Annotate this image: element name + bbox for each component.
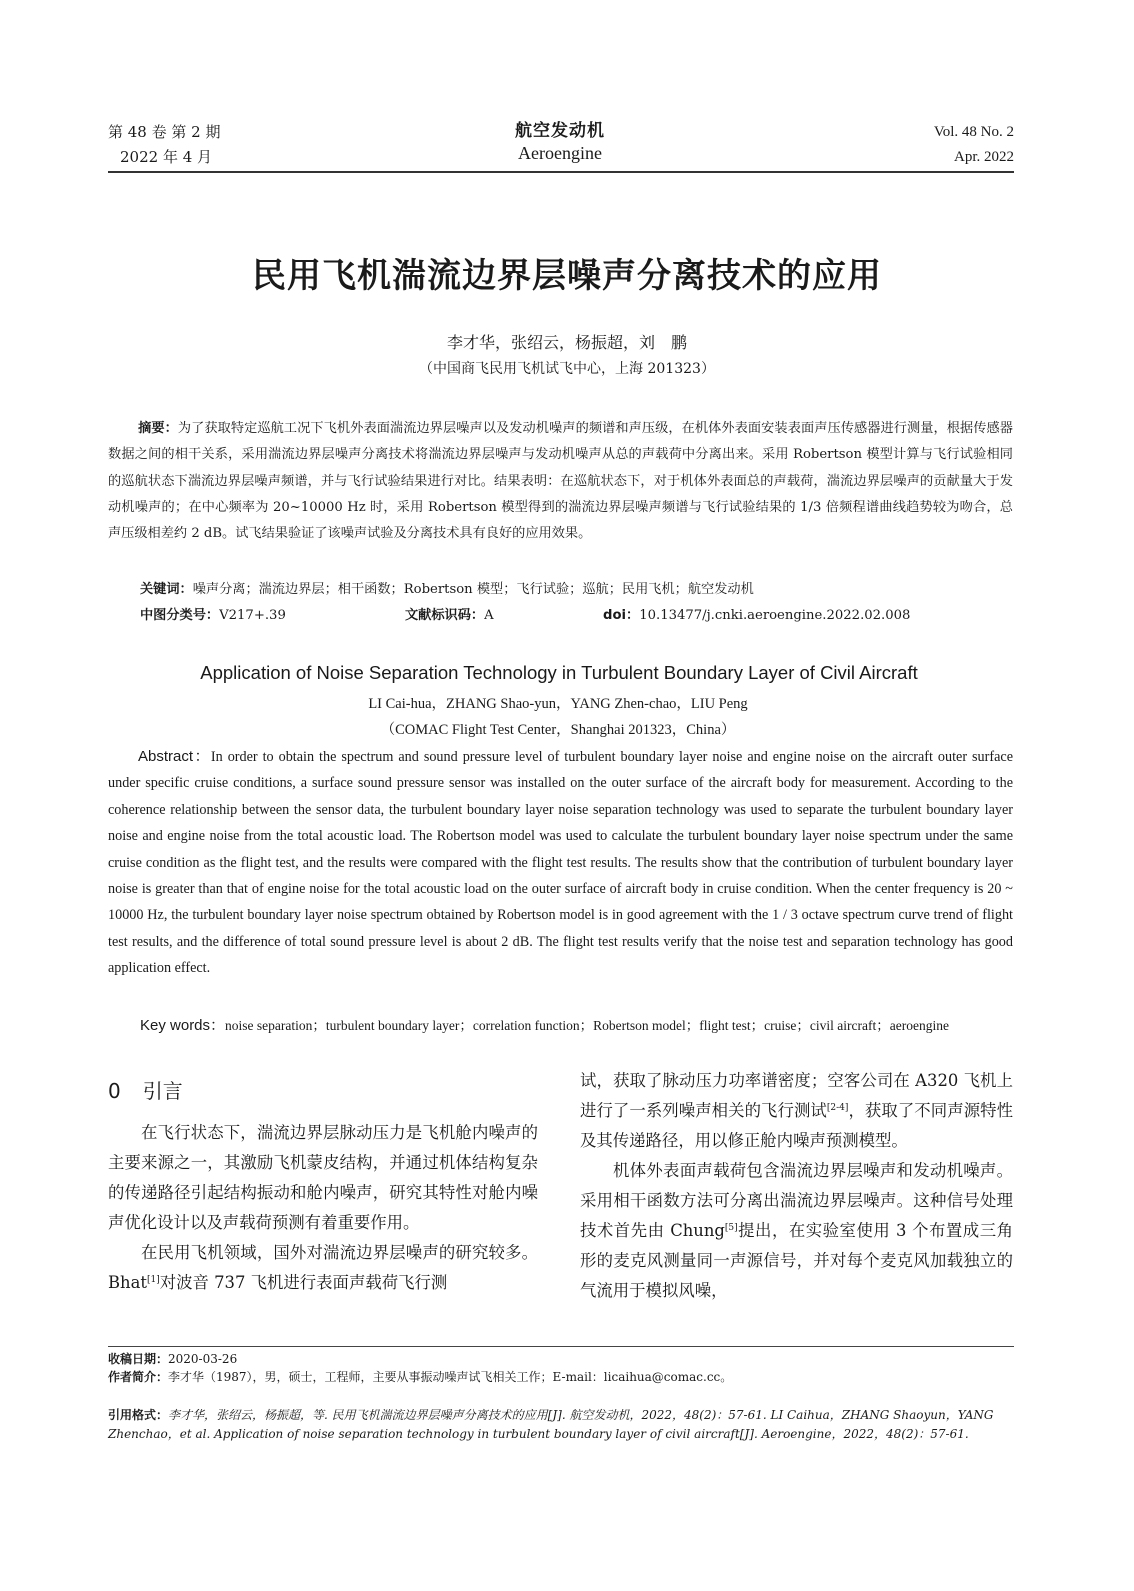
section-heading [108,1075,538,1104]
citation-ref[interactable]: [5] [724,1223,738,1233]
keywords-en [140,1014,949,1035]
author-bio-label: 作者简介： [108,1370,169,1384]
body-paragraph [580,1066,1013,1156]
body-text: 试，获取了脉动压力功率谱密度；空客公司在 A320 飞机上进行了一系列噪声相关的飞行测试 [580,1071,1013,1120]
footnote-rule [108,1346,1014,1347]
body-text: 对波音 737 飞机进行表面声载荷飞行测 [159,1273,448,1292]
header-volume-block [934,120,1014,170]
affiliation-cn: （中国商飞民用飞机试飞中心，上海 201323） [419,361,715,377]
citation-format [108,1406,1018,1444]
body-text: ，获取了不同声源特性及其传递路径，用以修正舱内噪声预测模型。 [580,1101,1013,1150]
clc-value: V217+.39 [219,608,286,623]
header-rule [108,171,1014,173]
journal-name-en: Aeroengine [518,143,602,163]
received-date [108,1350,1013,1369]
header-issue-block [108,120,220,170]
abstract-label-en: Abstract： [138,748,211,765]
abstract-label-cn: 摘要： [138,421,178,436]
keywords-text-en: noise separation；turbulent boundary layer；correlation function；Robertson model；flight test；cruise；civil aircraft；aeroengine [225,1018,949,1033]
doc-code-value: A [484,608,494,623]
date-en: Apr. 2022 [954,149,1014,165]
body-paragraph: 在飞行状态下，湍流边界层脉动压力是飞机舱内噪声的主要来源之一，其激励飞机蒙皮结构，并通过机体结构复杂的传递路径引起结构振动和舱内噪声，研究其特性对舱内噪声优化设计以及声载荷预测有着重要作用。 [108,1123,538,1232]
clc-label: 中图分类号： [140,608,220,623]
body-text: 提出，在实验室使用 3 个布置成三角形的麦克风测量同一声源信号，并对每个麦克风加载独立的气流用于模拟风噪， [580,1221,1013,1300]
body-text: 在民用飞机领域，国外对湍流边界层噪声的研究较多。Bhat [108,1243,538,1292]
abstract-cn [108,416,1013,547]
keywords-label-cn: 关键词： [140,582,193,597]
section-number: 0 [108,1079,121,1103]
paper-title-cn: 民用飞机湍流边界层噪声分离技术的应用 [252,256,882,296]
volume-en: Vol. 48 No. 2 [933,124,1014,140]
authors-en: LI Cai-hua，ZHANG Shao-yun，YANG Zhen-chao，LIU Peng [368,696,748,712]
author-bio [108,1368,1013,1387]
citation-label: 引用格式： [108,1408,169,1422]
authors-cn: 李才华，张绍云，杨振超，刘 鹏 [446,333,687,352]
document-code [405,604,494,623]
abstract-en [108,744,1013,982]
keywords-text-cn: 噪声分离；湍流边界层；相干函数；Robertson 模型；飞行试验；巡航；民用飞机；航空发动机 [192,582,754,597]
date-cn: 2022 年 4 月 [120,148,213,166]
body-column-left [108,1075,538,1298]
issue-cn: 第 48 卷 第 2 期 [108,123,221,141]
keywords-cn [140,578,754,597]
body-paragraph [580,1156,1013,1306]
journal-name-cn: 航空发动机 [515,121,605,141]
author-bio-value: 李才华（1987），男，硕士，工程师，主要从事振动噪声试飞相关工作；E-mail：licaihua@comac.cc。 [168,1370,733,1384]
citation-ref[interactable]: [1] [146,1275,160,1285]
received-value: 2020-03-26 [168,1352,238,1366]
doi-value[interactable]: 10.13477/j.cnki.aeroengine.2022.02.008 [639,608,911,623]
body-text: 机体外表面声载荷包含湍流边界层噪声和发动机噪声。采用相干函数方法可分离出湍流边界层噪声。这种信号处理技术首先由 Chung [580,1161,1013,1240]
paper-title-en: Application of Noise Separation Technology in Turbulent Boundary Layer of Civil Aircraft [200,662,918,683]
doi-label: doi： [603,608,640,623]
body-column-right [580,1066,1013,1306]
abstract-text-en: In order to obtain the spectrum and sound pressure level of turbulent boundary layer noise and engine noise on the aircraft outer surface under specific cruise conditions, a surface sound pressure sensor was installed on the outer surface of the aircraft body for measurement. According to the coherence relationship between the sensor data, the turbulent boundary layer noise separation technology was used to separate the turbulent boundary layer noise and engine noise from the total acoustic load. The Robertson model was used to calculate the turbulent boundary layer noise spectrum under the same cruise condition as the flight test, and the results were compared with the flight test results. The results show that the contribution of turbulent boundary layer noise is greater than that of engine noise for the total acoustic load on the outer surface of aircraft body in cruise condition. When the center frequency is 20 ~ 10000 Hz, the turbulent boundary layer noise spectrum obtained by Robertson model is in good agreement with the 1 / 3 octave spectrum curve trend of flight test results, and the difference of total sound pressure level is about 2 dB. The flight test results verify that the noise test and separation technology has good application effect. [108,749,1013,977]
doi [603,604,910,623]
received-label: 收稿日期： [108,1352,169,1366]
citation-ref[interactable]: [2-4] [826,1103,849,1113]
doc-code-label: 文献标识码： [405,608,485,623]
keywords-label-en: Key words： [140,1017,226,1034]
body-paragraph [108,1238,538,1298]
clc-number [140,604,286,623]
citation-value: 李才华，张绍云，杨振超，等. 民用飞机湍流边界层噪声分离技术的应用[J]. 航空发动机，2022，48(2)：57-61. LI Caihua，ZHANG Shaoyun，YANG Zhenchao，et al. Application of noise separation technology in turbulent boundary layer of civil aircraft[J]. Aeroengine，2022，48(2)：57-61. [108,1408,994,1441]
affiliation-en: （COMAC Flight Test Center，Shanghai 201323，China） [380,722,736,738]
section-title: 引言 [142,1079,183,1103]
journal-masthead [460,116,660,164]
abstract-text-cn: 为了获取特定巡航工况下飞机外表面湍流边界层噪声以及发动机噪声的频谱和声压级，在机体外表面安装表面声压传感器进行测量，根据传感器数据之间的相干关系，采用湍流边界层噪声分离技术将湍流边界层噪声与发动机噪声从总的声载荷中分离出来。采用 Robertson 模型计算与飞行试验相同的巡航状态下湍流边界层噪声频谱，并与飞行试验结果进行对比。结果表明：在巡航状态下，对于机体外表面总的声载荷，湍流边界层噪声的贡献量大于发动机噪声的；在中心频率为 20~10000 Hz 时，采用 Robertson 模型得到的湍流边界层噪声频谱与飞行试验结果的 1/3 倍频程谱曲线趋势较为吻合，总声压级相差约 2 dB。试飞结果验证了该噪声试验及分离技术具有良好的应用效果。 [108,421,1013,542]
